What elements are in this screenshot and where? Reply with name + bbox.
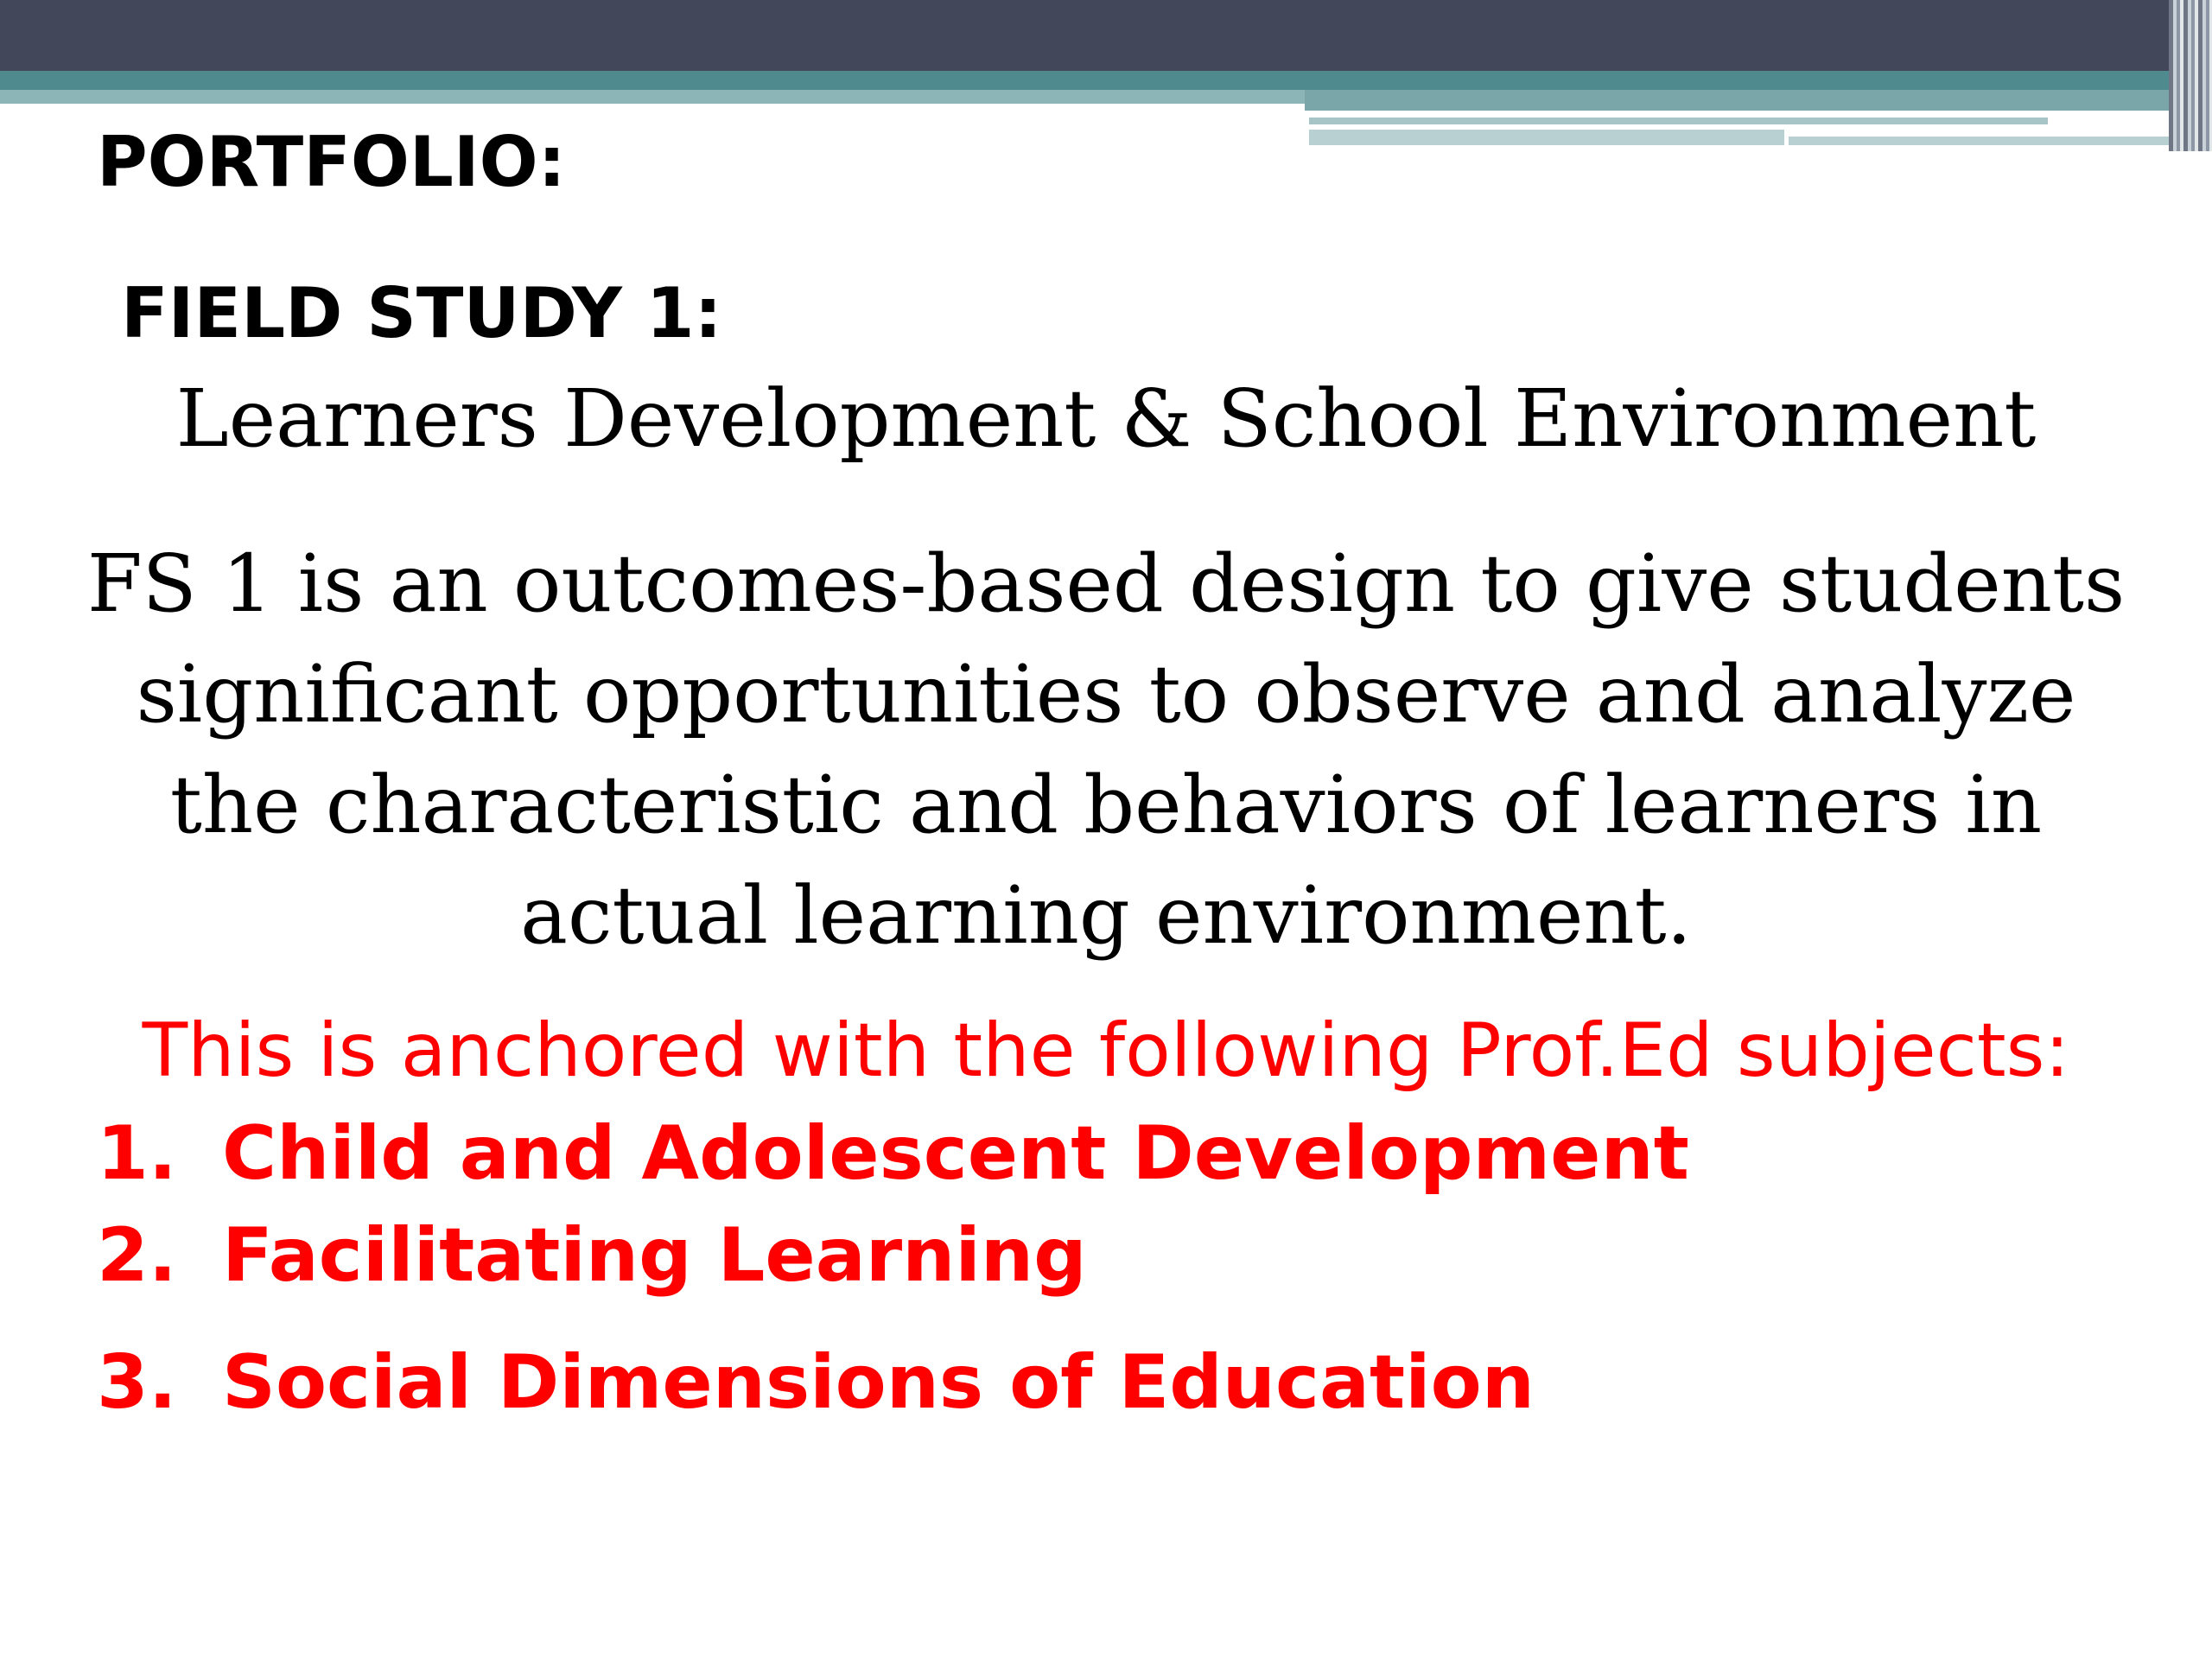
header-band-teal-light [0,90,1305,104]
edge-stripes-decoration [2169,0,2212,151]
list-item [97,1106,1689,1201]
course-description: FS 1 is an outcomes-based design to give students significant opportunities to observe and analyze the characteristic and behaviors of learners in actual learning environment. [86,537,2126,962]
header-band-dark [0,0,2169,71]
header-accent-line [1789,137,2169,145]
header-band-teal-step [1305,90,2169,111]
header-accent-line [1309,118,2048,124]
header-accent-line [1309,130,1784,145]
course-title: Learners Development & School Environment [175,372,2037,465]
list-item [97,1335,1535,1430]
list-item-label: Social Dimensions of Education [222,1339,1535,1426]
list-item-number: 2. [97,1212,177,1299]
list-item-label: Child and Adolescent Development [222,1110,1689,1197]
slide-heading: PORTFOLIO: [97,122,566,202]
header-band-teal [0,71,2169,90]
course-code: FIELD STUDY 1: [121,273,722,353]
anchored-intro: This is anchored with the following Prof.Ed subjects: [142,1007,2070,1094]
list-item-number: 3. [97,1339,177,1426]
list-item-number: 1. [97,1110,177,1197]
list-item-label: Facilitating Learning [222,1212,1087,1299]
list-item [97,1208,1087,1303]
